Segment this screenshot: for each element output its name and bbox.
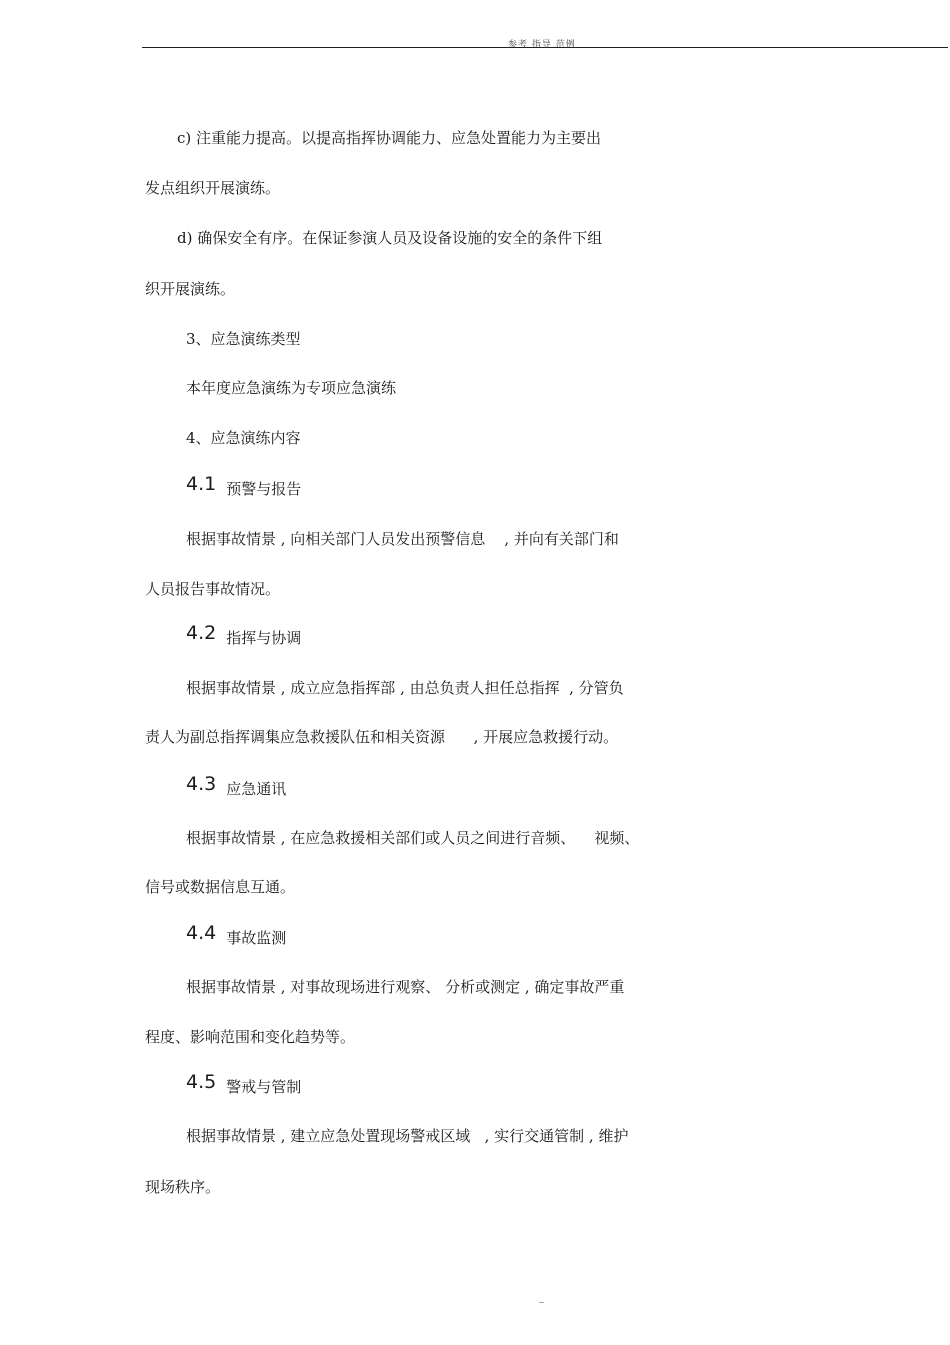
subsection-4-2-line2: 责人为副总指挥调集应急救援队伍和相关资源 , 开展应急救援行动。: [145, 728, 619, 746]
subsection-number: 4.2: [186, 622, 217, 644]
page-header-text: 参考 指导 范例: [508, 40, 576, 50]
subsection-4-3-line2: 信号或数据信息互通。: [145, 878, 296, 896]
section-3-title: 3、应急演练类型: [186, 330, 301, 348]
subsection-title: 预警与报告: [226, 480, 302, 498]
subsection-4-1-line2: 人员报告事故情况。: [145, 580, 281, 598]
section-3-body: 本年度应急演练为专项应急演练: [186, 379, 397, 397]
subsection-number: 4.3: [186, 773, 217, 795]
subsection-4-5-heading: [186, 1071, 302, 1096]
paragraph-c-line1: c) 注重能力提高。以提高指挥协调能力、应急处置能力为主要出: [177, 129, 602, 147]
section-4-title: 4、应急演练内容: [186, 429, 301, 447]
subsection-4-1-line1: 根据事故情景 , 向相关部门人员发出预警信息 , 并向有关部门和: [186, 530, 619, 548]
subsection-4-3-line1: 根据事故情景 , 在应急救援相关部们或人员之间进行音频、 视频、: [186, 829, 640, 847]
subsection-title: 事故监测: [226, 929, 287, 947]
subsection-title: 指挥与协调: [226, 629, 302, 647]
subsection-4-1-heading: [186, 473, 302, 498]
subsection-4-5-line2: 现场秩序。: [145, 1178, 221, 1196]
subsection-4-3-heading: [186, 773, 287, 798]
subsection-4-2-line1: 根据事故情景 , 成立应急指挥部 , 由总负责人担任总指挥 , 分管负: [186, 679, 624, 697]
subsection-4-4-heading: [186, 922, 287, 947]
subsection-4-2-heading: [186, 622, 302, 647]
subsection-4-5-line1: 根据事故情景 , 建立应急处置现场警戒区域 , 实行交通管制 , 维护: [186, 1127, 629, 1145]
page-footer-mark: –: [539, 1297, 544, 1308]
subsection-4-4-line2: 程度、影响范围和变化趋势等。: [145, 1028, 356, 1046]
subsection-number: 4.5: [186, 1071, 217, 1093]
header-rule: [142, 47, 948, 48]
paragraph-c-line2: 发点组织开展演练。: [145, 179, 281, 197]
subsection-number: 4.1: [186, 473, 217, 495]
paragraph-d-line1: d) 确保安全有序。在保证参演人员及设备设施的安全的条件下组: [177, 229, 603, 247]
subsection-title: 警戒与管制: [226, 1078, 302, 1096]
subsection-number: 4.4: [186, 922, 217, 944]
paragraph-d-line2: 织开展演练。: [145, 280, 236, 298]
subsection-title: 应急通讯: [226, 780, 287, 798]
subsection-4-4-line1: 根据事故情景 , 对事故现场进行观察、 分析或测定 , 确定事故严重: [186, 978, 625, 996]
